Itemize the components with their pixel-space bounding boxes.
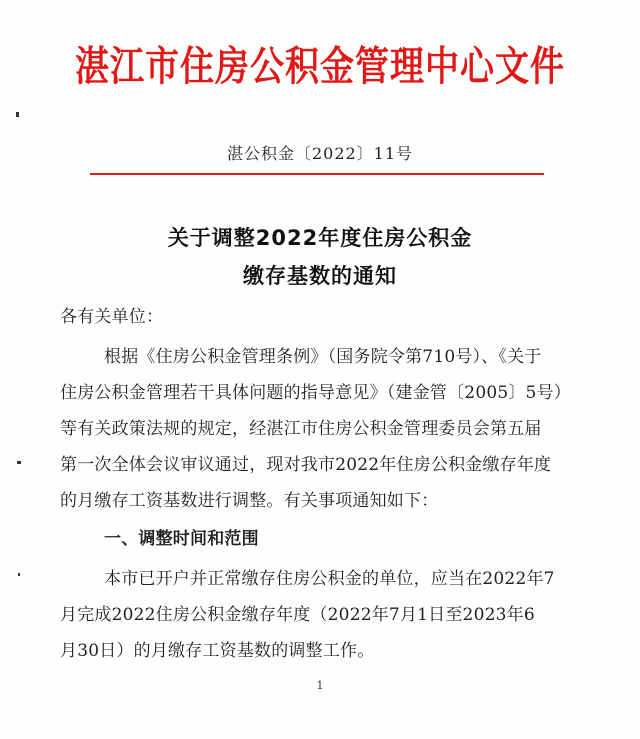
paragraph-2-line-2: 月完成2022住房公积金缴存年度（2022年7月1日至2023年6 bbox=[60, 605, 535, 625]
paragraph-2-line-1: 本市已开户并正常缴存住房公积金的单位，应当在2022年7 bbox=[104, 569, 555, 589]
notice-title-line-1: 关于调整2022年度住房公积金 bbox=[167, 226, 473, 250]
red-separator-rule bbox=[90, 173, 544, 175]
salutation: 各有关单位： bbox=[60, 307, 164, 327]
paragraph-1-line-1: 根据《住房公积金管理条例》（国务院令第710号）、《关于 bbox=[104, 347, 542, 367]
scan-speck bbox=[16, 112, 19, 117]
paragraph-1-line-5: 的月缴存工资基数进行调整。有关事项通知如下： bbox=[60, 491, 439, 511]
section-1-heading: 一、调整时间和范围 bbox=[104, 529, 259, 549]
scan-speck bbox=[18, 573, 20, 576]
paragraph-1-line-4: 第一次全体会议审议通过，现对我市2022年住房公积金缴存年度 bbox=[60, 455, 552, 475]
scan-speck bbox=[17, 461, 21, 464]
masthead-title: 湛江市住房公积金管理中心文件 bbox=[75, 43, 565, 91]
paragraph-2-line-3: 月30日）的月缴存工资基数的调整工作。 bbox=[60, 641, 375, 661]
notice-title-line-2: 缴存基数的通知 bbox=[243, 264, 397, 288]
paragraph-1-line-3: 等有关政策法规的规定，经湛江市住房公积金管理委员会第五届 bbox=[60, 419, 542, 439]
paragraph-1-line-2: 住房公积金管理若干具体问题的指导意见》（建金管〔2005〕5号） bbox=[60, 383, 571, 403]
document-number: 湛公积金〔2022〕11号 bbox=[226, 144, 414, 163]
page-number: 1 bbox=[316, 679, 324, 692]
